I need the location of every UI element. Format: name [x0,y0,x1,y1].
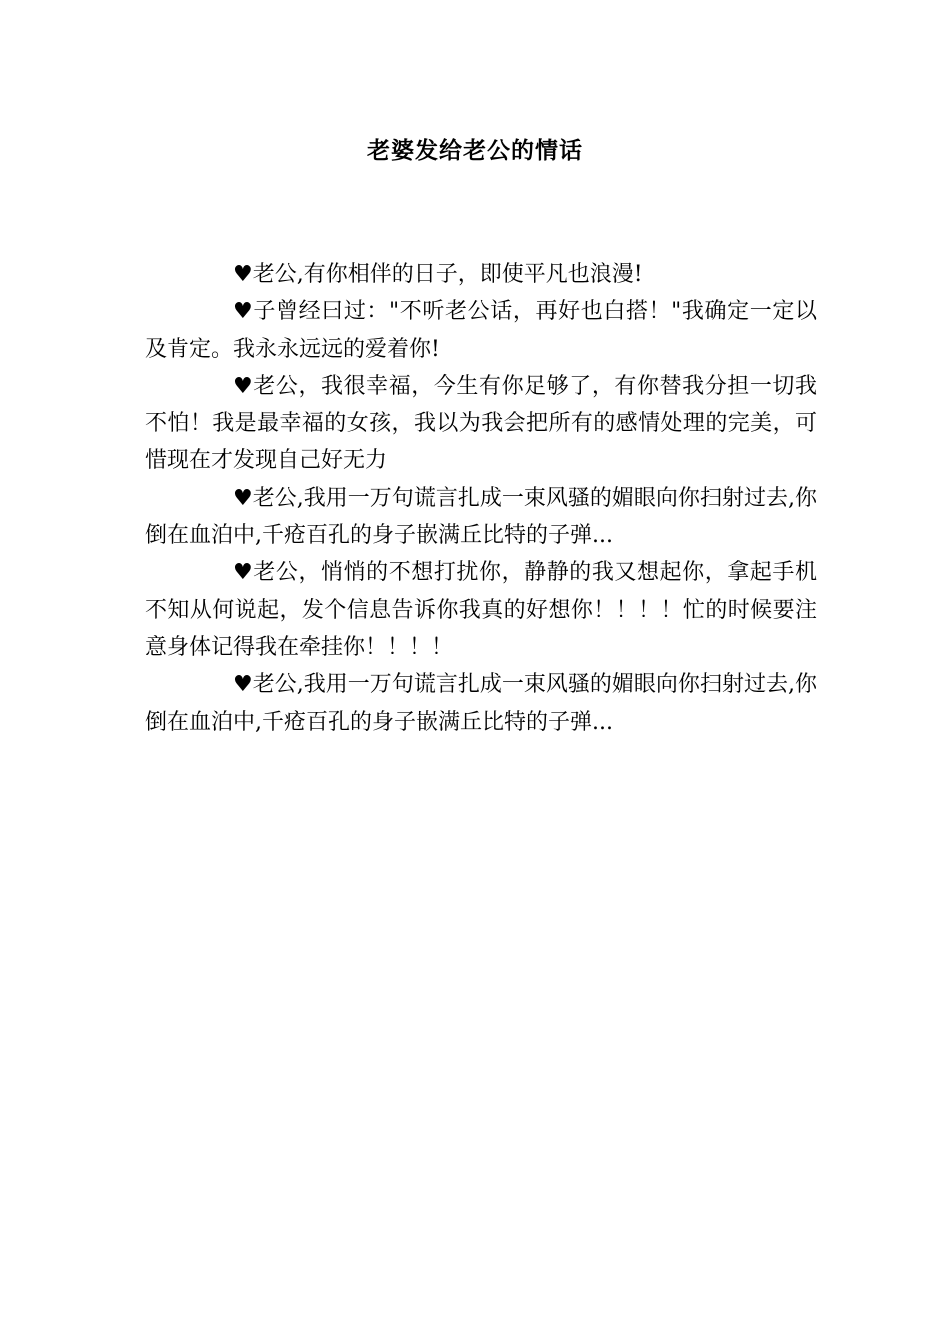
paragraph-6 [145,666,817,741]
document-body [145,256,817,741]
paragraph-text: 老公,我用一万句谎言扎成一束风骚的媚眼向你扫射过去,你倒在血泊中,千疮百孔的身子嵌满丘比特的子弹... [145,672,817,735]
paragraph-3 [145,368,817,480]
paragraph-4 [145,480,817,555]
document-title: 老婆发给老公的情话 [367,137,583,164]
paragraph-1 [145,256,817,293]
paragraph-text: 子曾经曰过："不听老公话，再好也白搭！"我确定一定以及肯定。我永永远远的爱着你! [145,299,817,362]
paragraph-5 [145,554,817,666]
heart-icon: ♥ [233,299,253,325]
paragraph-text: 老公,我用一万句谎言扎成一束风骚的媚眼向你扫射过去,你倒在血泊中,千疮百孔的身子嵌满丘比特的子弹... [145,485,817,549]
heart-icon: ♥ [233,485,253,511]
heart-icon: ♥ [233,373,253,399]
paragraph-text: 老公,有你相伴的日子，即使平凡也浪漫! [252,262,643,287]
paragraph-text: 老公，我很幸福，今生有你足够了，有你替我分担一切我不怕！我是最幸福的女孩，我以为我会把所有的感情处理的完美，可惜现在才发现自己好无力 [145,373,817,474]
paragraph-2 [145,293,817,368]
paragraph-text: 老公，悄悄的不想打扰你，静静的我又想起你，拿起手机不知从何说起，发个信息告诉你我真的好想你！！！！忙的时候要注意身体记得我在牵挂你！！！！ [145,560,817,660]
heart-icon: ♥ [233,560,253,586]
heart-icon: ♥ [233,672,253,698]
heart-icon: ♥ [233,262,253,287]
